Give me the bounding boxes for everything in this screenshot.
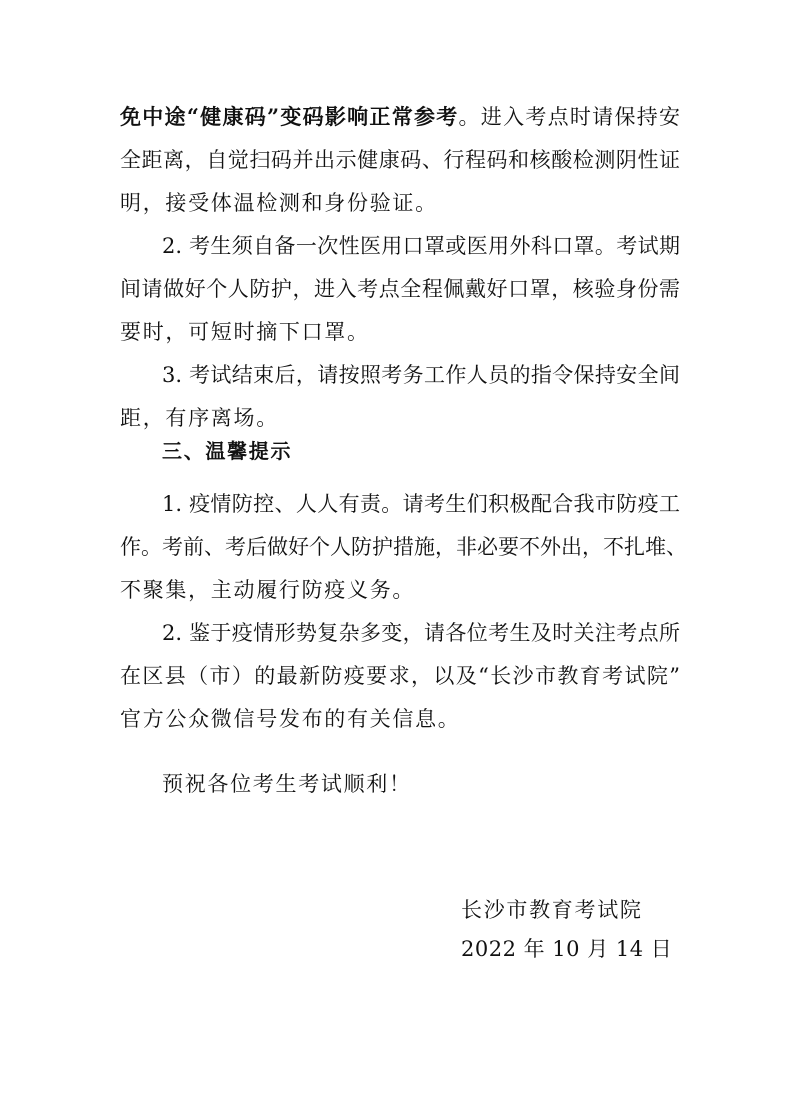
emphasized-text: 免中途“健康码”变码影响正常参考 <box>120 104 459 129</box>
paragraph-line: 要时，可短时摘下口罩。 <box>120 320 370 344</box>
paragraph-line: 距，有序离场。 <box>120 406 279 430</box>
paragraph-line: 1. 疫情防控、人人有责。请考生们积极配合我市防疫工 <box>162 492 680 516</box>
paragraph-line: 作。考前、考后做好个人防护措施，非必要不外出，不扎堆、 <box>120 535 687 559</box>
paragraph-text: 。进入考点时请保持安 <box>458 105 680 129</box>
paragraph-line: 不聚集，主动履行防疫义务。 <box>120 578 416 602</box>
paragraph-line: 2. 考生须自备一次性医用口罩或医用外科口罩。考试期 <box>162 234 680 258</box>
closing-line: 预祝各位考生考试顺利！ <box>162 772 412 796</box>
paragraph-line: 全距离，自觉扫码并出示健康码、行程码和核酸检测阴性证 <box>120 148 680 172</box>
paragraph-line <box>120 103 680 131</box>
signature-org: 长沙市教育考试院 <box>461 898 643 922</box>
paragraph-line: 官方公众微信号发布的有关信息。 <box>120 707 461 731</box>
paragraph-line: 在区县（市）的最新防疫要求，以及“长沙市教育考试院” <box>120 664 680 688</box>
paragraph-line: 间请做好个人防护，进入考点全程佩戴好口罩，核验身份需 <box>120 277 680 301</box>
signature-date: 2022 年 10 月 14 日 <box>461 937 673 961</box>
section-heading: 三、温馨提示 <box>162 439 293 463</box>
paragraph-line: 明，接受体温检测和身份验证。 <box>120 191 438 215</box>
paragraph-line: 3. 考试结束后，请按照考务工作人员的指令保持安全间 <box>162 363 680 387</box>
paragraph-line: 2. 鉴于疫情形势复杂多变，请各位考生及时关注考点所 <box>162 621 680 645</box>
